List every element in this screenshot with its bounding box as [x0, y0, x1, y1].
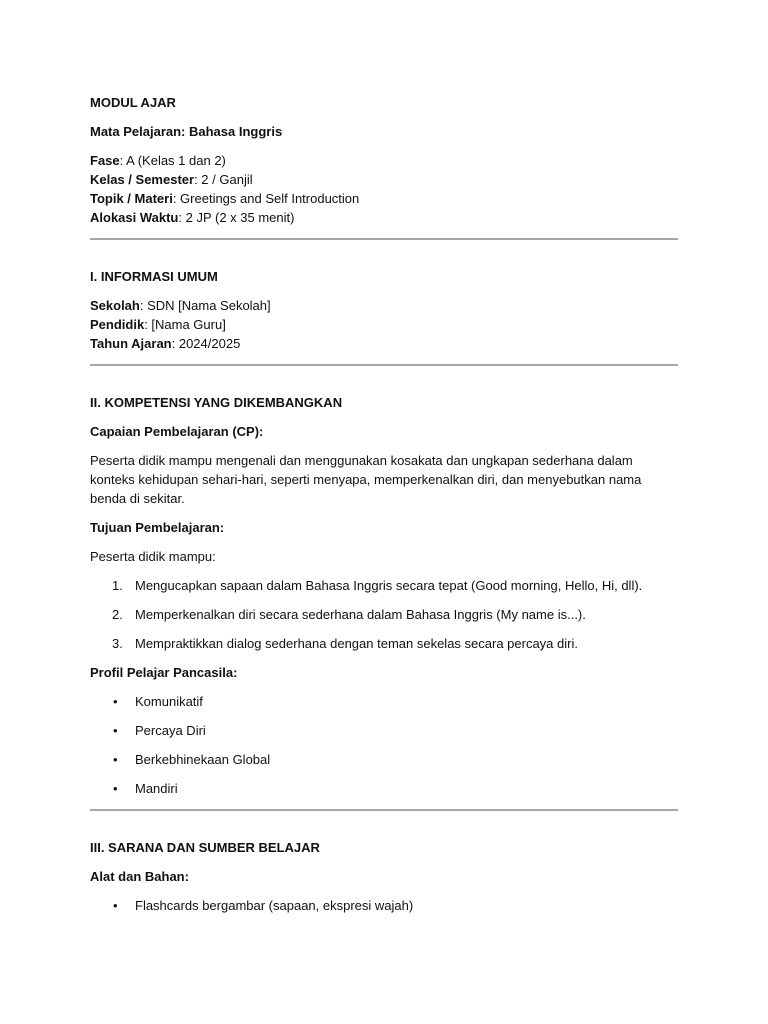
- field-label: Sekolah: [90, 298, 140, 313]
- list-item: [90, 721, 678, 740]
- list-item-text: Memperkenalkan diri secara sederhana dalam Bahasa Inggris (My name is...).: [135, 607, 586, 622]
- section-heading-sarana: III. SARANA DAN SUMBER BELAJAR: [90, 840, 320, 855]
- field-value: : Greetings and Self Introduction: [172, 191, 360, 206]
- field-tahun-ajaran: [90, 334, 678, 353]
- list-number: 3.: [112, 636, 123, 651]
- list-item: [90, 750, 678, 769]
- alat-list: [90, 896, 678, 915]
- section-divider: [90, 238, 678, 240]
- list-item-text: Mempraktikkan dialog sederhana dengan teman sekelas secara percaya diri.: [135, 636, 578, 651]
- list-item-text: Komunikatif: [135, 694, 203, 709]
- bullet-icon: •: [113, 781, 118, 796]
- tp-list: [90, 576, 678, 653]
- tp-intro: Peserta didik mampu:: [90, 549, 216, 564]
- field-label: Pendidik: [90, 317, 145, 332]
- field-label: Alokasi Waktu: [90, 210, 179, 225]
- cp-paragraph: Peserta didik mampu mengenali dan menggunakan kosakata dan ungkapan sederhana dalam konteks kehidupan sehari-hari, seperti menyapa, memperkenalkan diri, dan menyebutkan nama benda di sekitar.: [90, 453, 642, 506]
- header-fields: [90, 151, 678, 227]
- list-item-text: Mengucapkan sapaan dalam Bahasa Inggris secara tepat (Good morning, Hello, Hi, dll).: [135, 578, 643, 593]
- bullet-icon: •: [113, 694, 118, 709]
- field-kelas-semester: [90, 170, 678, 189]
- document-title: MODUL AJAR: [90, 95, 176, 110]
- list-item: [90, 779, 678, 798]
- list-item-text: Percaya Diri: [135, 723, 206, 738]
- field-label: Topik / Materi: [90, 191, 173, 206]
- field-value: : 2 JP (2 x 35 menit): [178, 210, 295, 225]
- field-value: : A (Kelas 1 dan 2): [119, 153, 226, 168]
- bullet-icon: •: [113, 752, 118, 767]
- field-pendidik: [90, 315, 678, 334]
- profil-heading: Profil Pelajar Pancasila:: [90, 665, 238, 680]
- document-page: [90, 93, 678, 925]
- list-item: [90, 634, 678, 653]
- cp-heading: Capaian Pembelajaran (CP):: [90, 424, 264, 439]
- list-number: 2.: [112, 607, 123, 622]
- bullet-icon: •: [113, 898, 118, 913]
- field-label: Kelas / Semester: [90, 172, 195, 187]
- list-item: [90, 576, 678, 595]
- list-item-text: Mandiri: [135, 781, 178, 796]
- field-fase: [90, 151, 678, 170]
- field-alokasi-waktu: [90, 208, 678, 227]
- informasi-umum-fields: [90, 296, 678, 353]
- list-item: [90, 896, 678, 915]
- section-heading-kompetensi: II. KOMPETENSI YANG DIKEMBANGKAN: [90, 395, 343, 410]
- section-heading-informasi-umum: I. INFORMASI UMUM: [90, 269, 218, 284]
- subject-line: Mata Pelajaran: Bahasa Inggris: [90, 124, 283, 139]
- list-item-text: Berkebhinekaan Global: [135, 752, 271, 767]
- field-topik-materi: [90, 189, 678, 208]
- field-value: : 2 / Ganjil: [194, 172, 253, 187]
- profil-list: [90, 692, 678, 798]
- tp-heading: Tujuan Pembelajaran:: [90, 520, 225, 535]
- alat-heading: Alat dan Bahan:: [90, 869, 189, 884]
- field-label: Tahun Ajaran: [90, 336, 172, 351]
- field-value: : [Nama Guru]: [144, 317, 226, 332]
- bullet-icon: •: [113, 723, 118, 738]
- section-divider: [90, 364, 678, 366]
- list-item: [90, 605, 678, 624]
- section-divider: [90, 809, 678, 811]
- list-number: 1.: [112, 578, 123, 593]
- field-value: : SDN [Nama Sekolah]: [139, 298, 271, 313]
- list-item-text: Flashcards bergambar (sapaan, ekspresi wajah): [135, 898, 414, 913]
- field-value: : 2024/2025: [171, 336, 241, 351]
- field-sekolah: [90, 296, 678, 315]
- field-label: Fase: [90, 153, 120, 168]
- list-item: [90, 692, 678, 711]
